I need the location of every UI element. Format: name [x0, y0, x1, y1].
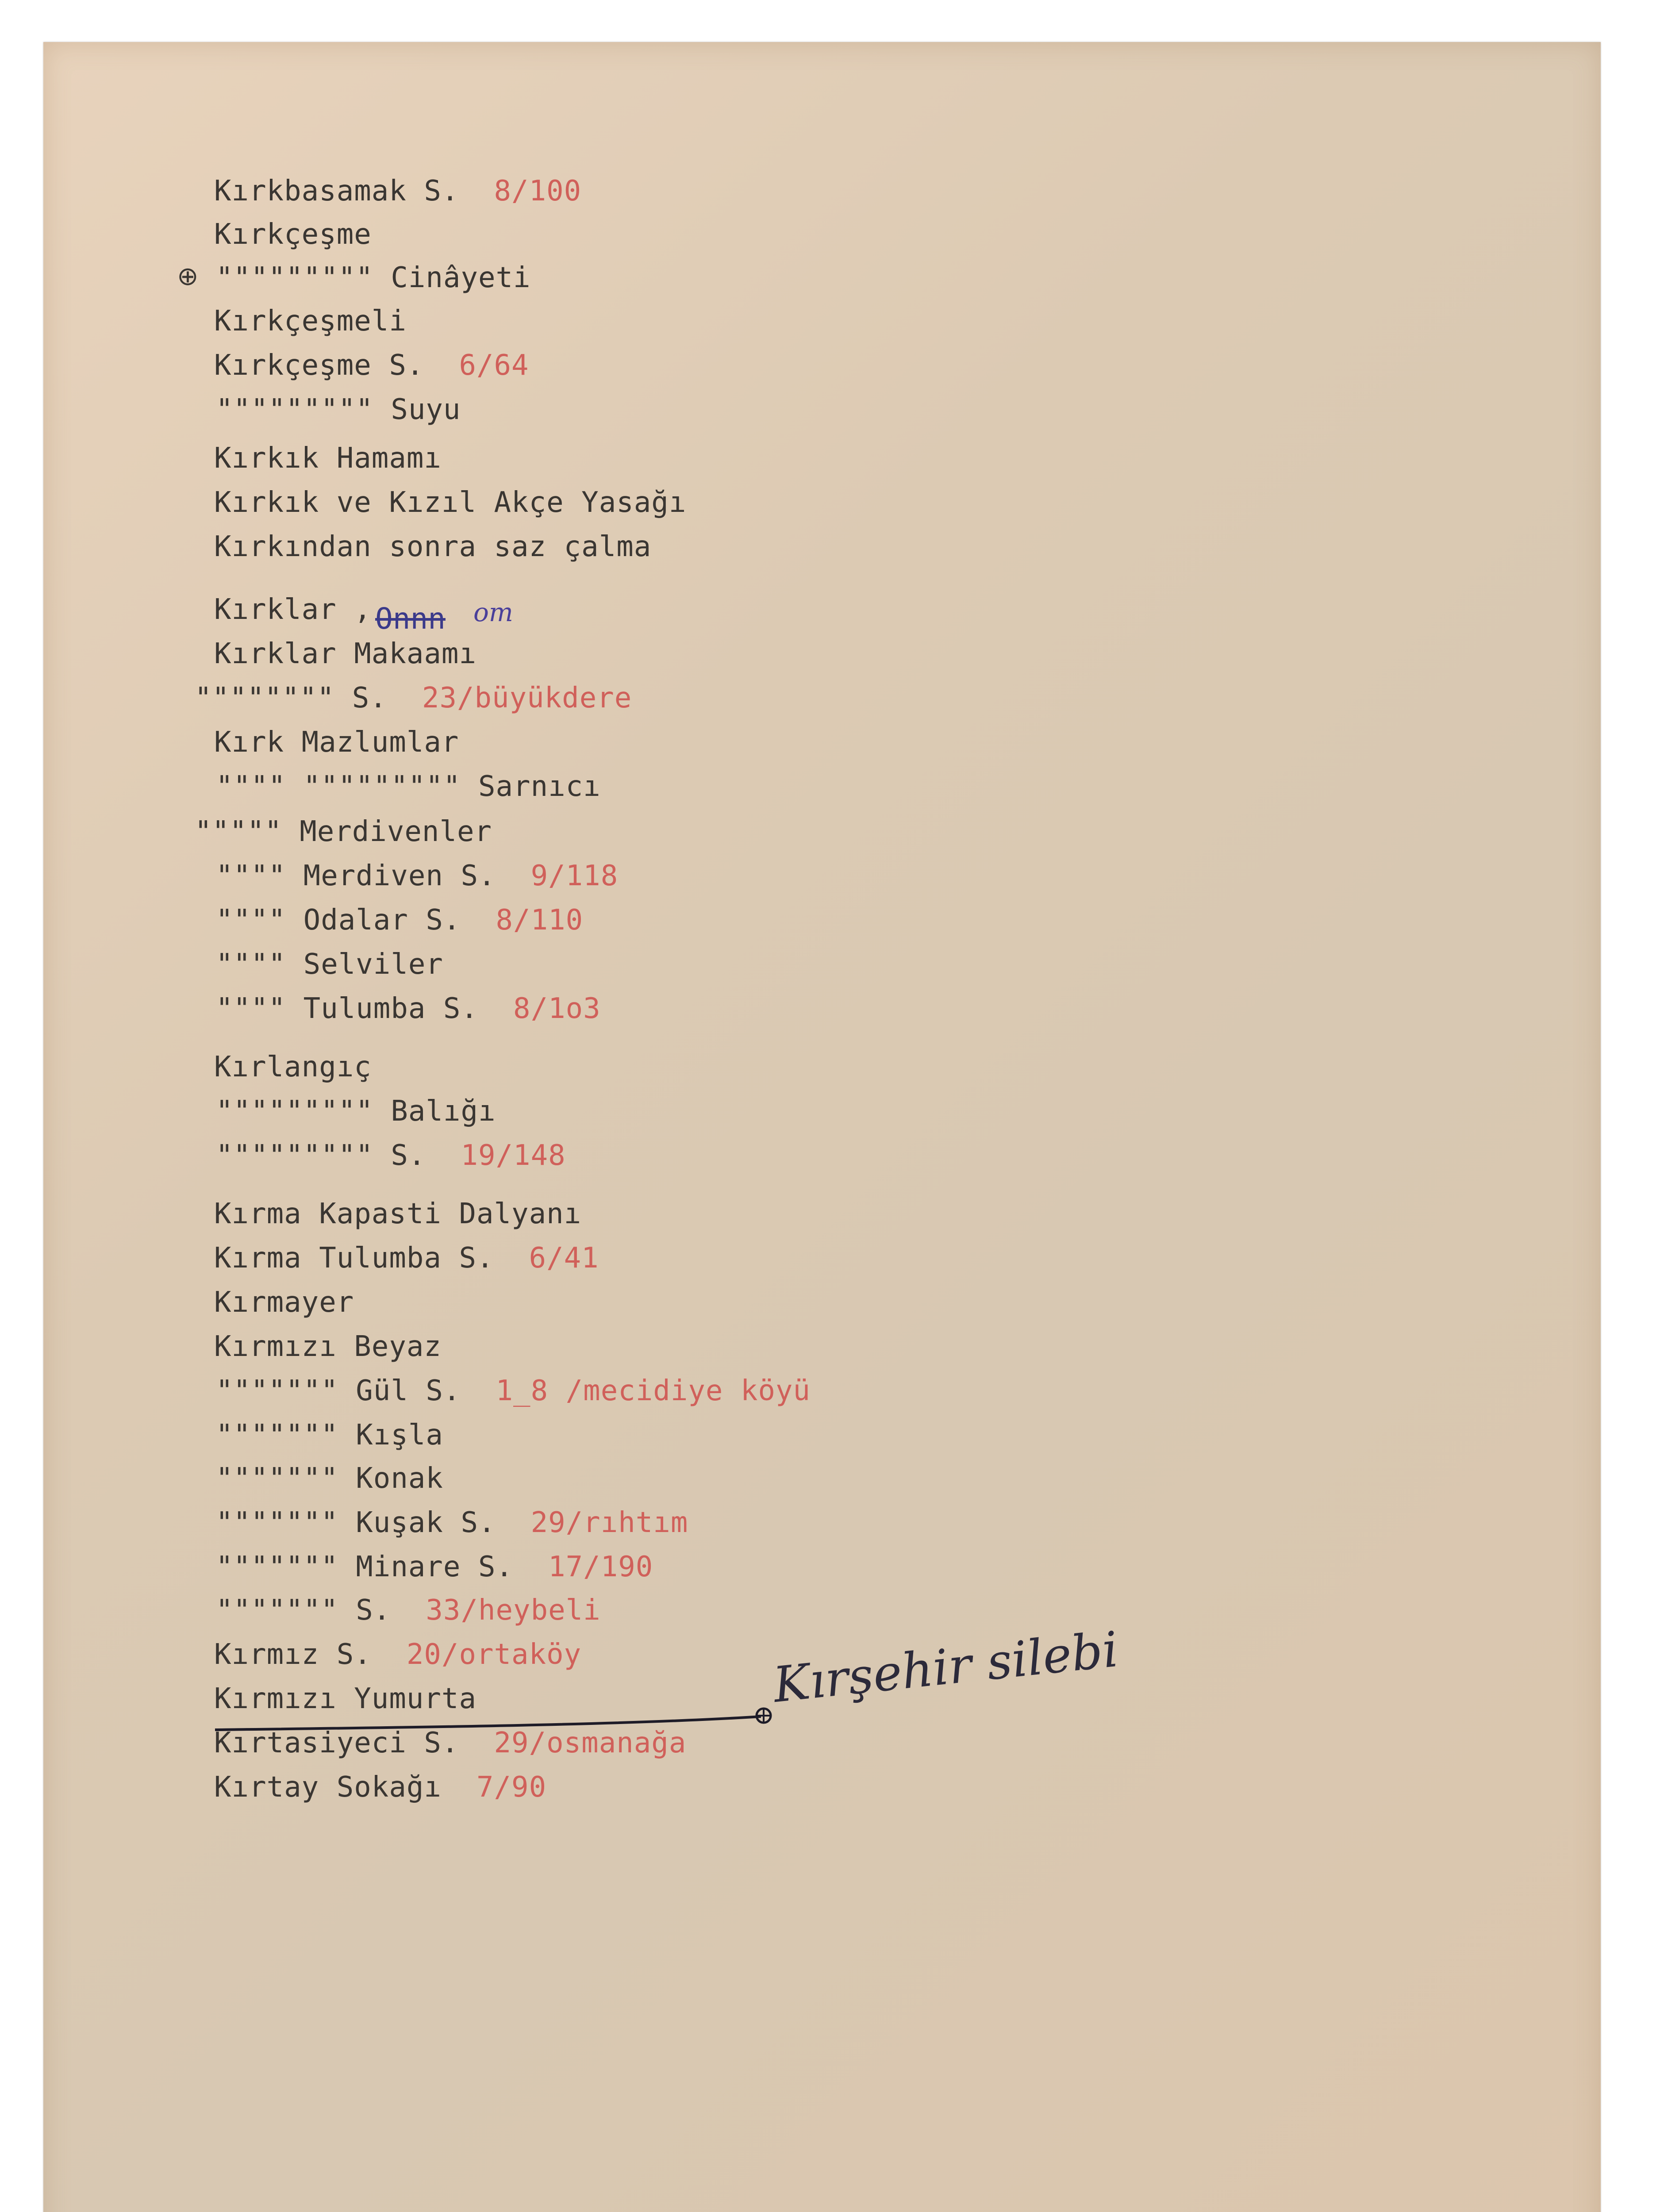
entry-term: Kırk Mazlumlar — [214, 726, 459, 759]
entry-term: """" Tulumba S. — [216, 992, 478, 1025]
entry-term: Kırtay Sokağı — [214, 1771, 442, 1804]
entry-term: """" """"""""" Sarnıcı — [216, 770, 601, 803]
entry-term: """""""" S. — [195, 682, 387, 714]
entry-term: Kırmızı Yumurta — [214, 1682, 476, 1715]
underline-stroke — [215, 1717, 761, 1730]
entry-reference: 8/110 — [496, 904, 584, 937]
handwritten-note: Kırşehir silebi — [770, 1621, 1121, 1713]
entry-reference: 19/148 — [461, 1139, 566, 1172]
entry-term: """"""""" Suyu — [216, 393, 461, 426]
entry-reference: 7/90 — [476, 1771, 547, 1804]
entry-reference: 1_8 /mecidiye köyü — [496, 1375, 811, 1407]
entry-term: Kırklar , — [214, 593, 372, 626]
entry-reference: 29/osmanağa — [494, 1727, 687, 1759]
entry-term: """" Selviler — [216, 948, 443, 981]
entry-reference: 8/100 — [494, 175, 582, 207]
entry-term: """" Merdiven S. — [216, 860, 496, 892]
entry-term: Kırma Tulumba S. — [214, 1242, 494, 1275]
entry-term: Kırkçeşme S. — [214, 349, 424, 382]
entry-term: """"""" S. — [216, 1594, 391, 1627]
entry-term: """"" Merdivenler — [195, 815, 492, 848]
entry-term: Kırmızı Beyaz — [214, 1330, 442, 1363]
kirklar-correction: Onnn — [375, 602, 446, 636]
entry-reference: 17/190 — [548, 1551, 653, 1583]
entry-term: Kırkçeşme — [214, 218, 372, 251]
entry-term: """"""" Kuşak S. — [216, 1506, 496, 1539]
entry-reference: 20/ortaköy — [406, 1638, 582, 1671]
entry-term: Kırkbasamak S. — [214, 175, 459, 207]
entry-reference: 9/118 — [530, 860, 619, 892]
entry-reference: 29/rıhtım — [530, 1506, 688, 1539]
entry-term: Kırmız S. — [214, 1638, 372, 1671]
entry-reference: 23/büyükdere — [422, 682, 632, 714]
entry-term: """"""" Minare S. — [216, 1551, 514, 1583]
entry-reference: 33/heybeli — [426, 1594, 601, 1627]
entry-term: """"""" Gül S. — [216, 1375, 461, 1407]
entry-term: """"""" Konak — [216, 1462, 443, 1495]
entry-term: Kırklar Makaamı — [214, 637, 476, 670]
entry-term: Kırlangıç — [214, 1051, 372, 1083]
entry-reference: 6/64 — [459, 349, 529, 382]
entry-reference: 8/1o3 — [513, 992, 601, 1025]
entry-term: Kırkık ve Kızıl Akçe Yasağı — [214, 486, 687, 519]
entry-term: Kırtasiyeci S. — [214, 1727, 459, 1759]
entry-term: Kırkçeşmeli — [214, 305, 407, 338]
circle-plus-mark: ⊕ — [177, 261, 199, 291]
entry-reference: 6/41 — [529, 1242, 599, 1275]
entry-term: Kırma Kapasti Dalyanı — [214, 1198, 582, 1230]
entry-term: """" Odalar S. — [216, 904, 461, 937]
kirklar-correction-suffix: om — [473, 597, 513, 627]
entry-term: """"""""" Cinâyeti — [216, 261, 531, 294]
entry-term: """"""""" S. — [216, 1139, 426, 1172]
entry-term: Kırmayer — [214, 1286, 354, 1319]
entry-term: Kırkık Hamamı — [214, 442, 442, 475]
entry-term: """"""" Kışla — [216, 1419, 443, 1452]
entry-term: Kırkından sonra saz çalma — [214, 530, 652, 563]
entry-term: """"""""" Balığı — [216, 1095, 496, 1128]
